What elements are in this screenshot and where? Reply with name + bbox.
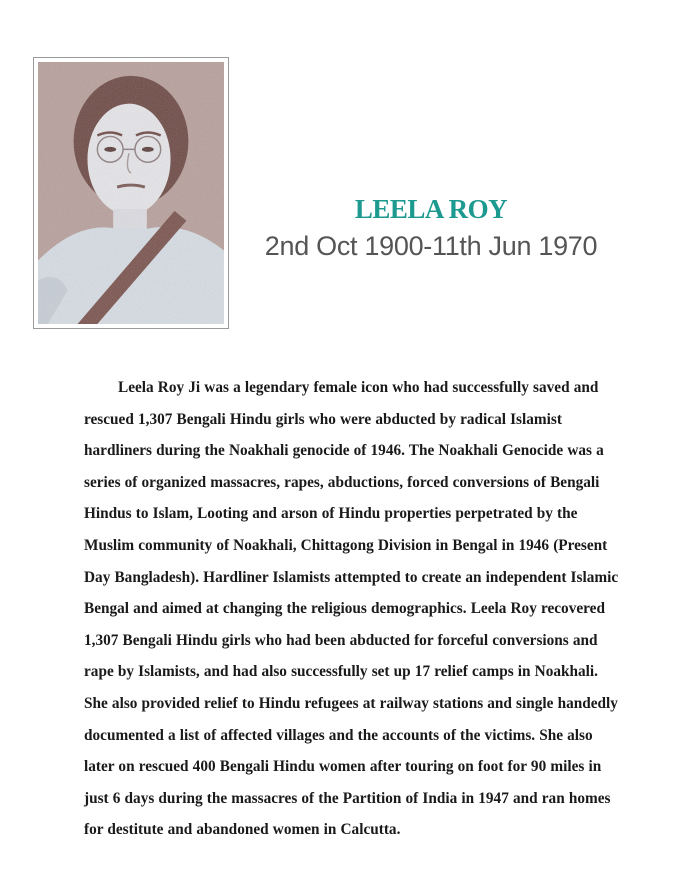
portrait-photo	[38, 62, 224, 324]
portrait-icon	[38, 62, 224, 324]
portrait-frame	[33, 57, 229, 329]
title-block	[236, 192, 626, 264]
biography-paragraph: Leela Roy Ji was a legendary female icon who had successfully saved and rescued 1,307 Bengali Hindu girls who were abducted by radical Islamist hardliners during the Noakhali genocide of 1946. The Noakhali Genocide was a series of organized massacres, rapes, abductions, forced conversions of Bengali Hindus to Islam, Looting and arson of Hindu properties perpetrated by the Muslim community of Noakhali, Chittagong Division in Bengal in 1946 (Present Day Bangladesh). Hardliner Islamists attempted to create an independent Islamic Bengal and aimed at changing the religious demographics. Leela Roy recovered 1,307 Bengali Hindu girls who had been abducted for forceful conversions and rape by Islamists, and had also successfully set up 17 relief camps in Noakhali. She also provided relief to Hindu refugees at railway stations and single handedly documented a list of affected villages and the accounts of the victims. She also later on rescued 400 Bengali Hindu women after touring on foot for 90 miles in just 6 days during the massacres of the Partition of India in 1947 and ran homes for destitute and abandoned women in Calcutta.	[84, 379, 619, 839]
life-dates: 2nd Oct 1900-11th Jun 1970	[264, 231, 598, 261]
person-name: LEELA ROY	[354, 194, 508, 224]
